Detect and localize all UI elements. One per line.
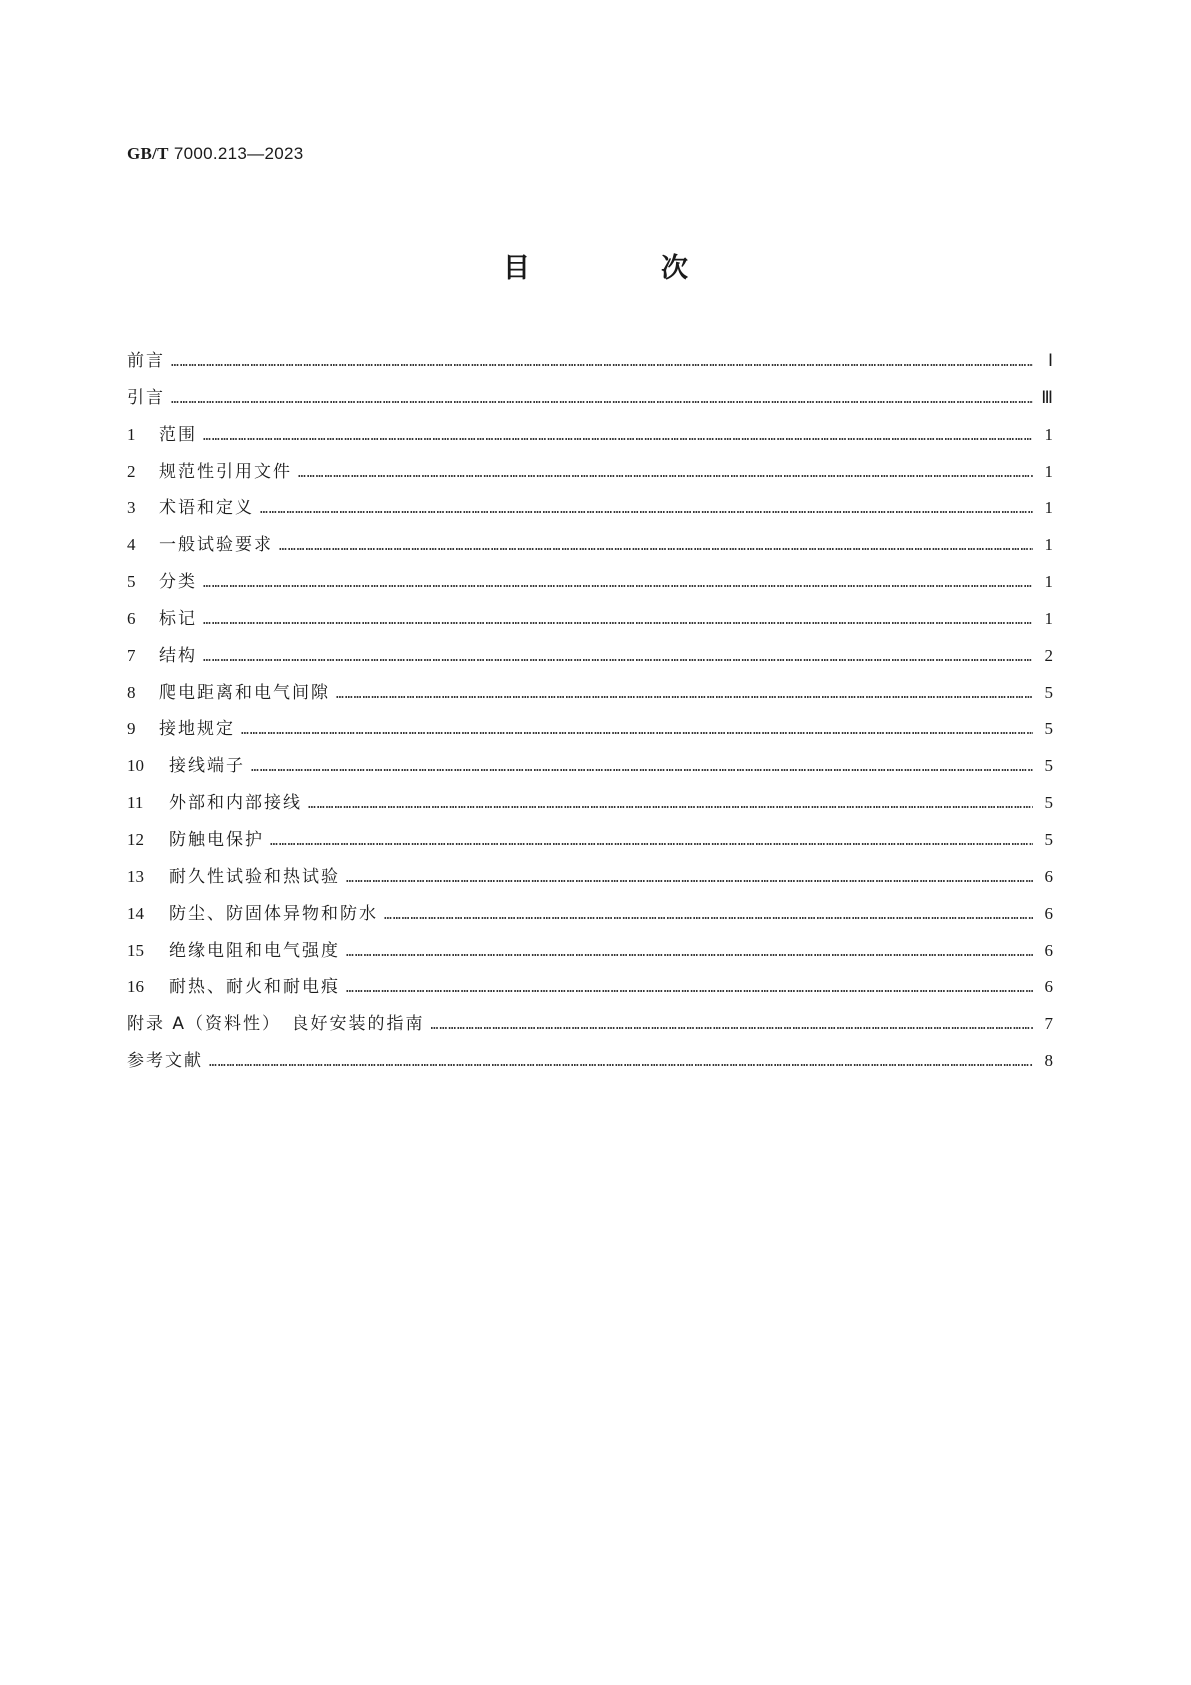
toc-entry[interactable] [127, 933, 1053, 970]
toc-entry-page: 6 [1044, 940, 1053, 960]
toc-leader-dots [203, 566, 1033, 603]
toc-entry[interactable] [127, 601, 1053, 638]
toc-entry-number: 1 [127, 424, 136, 444]
toc-entry[interactable] [127, 380, 1053, 417]
toc-entry-page: 5 [1044, 793, 1053, 813]
toc-entry[interactable] [127, 896, 1053, 933]
toc-leader-dots [384, 898, 1033, 935]
toc-entry[interactable] [127, 969, 1053, 1006]
toc-entry-label: 绝缘电阻和电气强度 [169, 940, 340, 961]
toc-entry-label: 耐热、耐火和耐电痕 [169, 977, 340, 998]
toc-leader-dots [171, 382, 1033, 419]
toc-entry-number: 2 [127, 461, 136, 481]
toc-entry-label: 标记 [159, 608, 197, 629]
toc-entry-page: 1 [1044, 572, 1053, 592]
toc-entry-page: 5 [1044, 756, 1053, 776]
toc-entry-page: 6 [1044, 903, 1053, 923]
toc-leader-dots [270, 824, 1033, 861]
toc-leader-dots [431, 1008, 1033, 1045]
toc-leader-dots [171, 345, 1033, 382]
toc-entry-page: 7 [1044, 1014, 1053, 1034]
toc-entry[interactable] [127, 1043, 1053, 1080]
toc-entry-number: 3 [127, 498, 136, 518]
toc-entry-number: 12 [127, 829, 144, 849]
toc-entry-label: 接线端子 [169, 756, 245, 777]
toc-entry[interactable] [127, 417, 1053, 454]
toc-entry[interactable] [127, 490, 1053, 527]
toc-entry-label: 耐久性试验和热试验 [169, 866, 340, 887]
toc-entry-page: 1 [1044, 424, 1053, 444]
toc-leader-dots [203, 419, 1033, 456]
toc-entry-number: 13 [127, 866, 144, 886]
toc-entry-page: 6 [1044, 866, 1053, 886]
toc-entry[interactable] [127, 675, 1053, 712]
toc-entry[interactable] [127, 343, 1053, 380]
toc-entry-page: 1 [1044, 535, 1053, 555]
toc-leader-dots [209, 1045, 1033, 1082]
toc-entry-page: 1 [1044, 608, 1053, 628]
toc-leader-dots [346, 861, 1033, 898]
toc-entry-number: 16 [127, 977, 144, 997]
toc-entry[interactable] [127, 454, 1053, 491]
toc-entry[interactable] [127, 527, 1053, 564]
toc-entry-label: 防尘、防固体异物和防水 [169, 903, 378, 924]
toc-entry-label: 爬电距离和电气间隙 [159, 682, 330, 703]
toc-entry-number: 11 [127, 793, 144, 813]
toc-entry-number: 14 [127, 903, 144, 923]
toc-entry-number: 4 [127, 535, 136, 555]
toc-entry-number: 7 [127, 645, 136, 665]
toc-entry-page: Ⅲ [1041, 387, 1053, 407]
toc-leader-dots [279, 529, 1033, 566]
toc-entry-label: 防触电保护 [169, 829, 264, 850]
toc-leader-dots [346, 971, 1033, 1008]
toc-entry-number: 5 [127, 572, 136, 592]
toc-entry-label: 引言 [127, 387, 165, 408]
toc-entry-page: 2 [1044, 645, 1053, 665]
toc-leader-dots [203, 640, 1033, 677]
toc-leader-dots [308, 787, 1033, 824]
toc-leader-dots [203, 603, 1033, 640]
toc-entry-label: 分类 [159, 572, 197, 593]
toc-entry-number: 9 [127, 719, 136, 739]
toc-entry[interactable] [127, 785, 1053, 822]
toc-entry[interactable] [127, 1006, 1053, 1043]
toc-entry-number: 8 [127, 682, 136, 702]
toc-entry-number: 10 [127, 756, 144, 776]
toc-entry-label: 术语和定义 [159, 498, 254, 519]
toc-entry-page: 1 [1044, 461, 1053, 481]
toc-entry[interactable] [127, 564, 1053, 601]
toc-entry-page: 5 [1044, 829, 1053, 849]
toc-entry-label: 附录 A（资料性） 良好安装的指南 [127, 1014, 425, 1035]
toc-entry-label: 一般试验要求 [159, 535, 273, 556]
toc-entry-number: 6 [127, 608, 136, 628]
toc-entry[interactable] [127, 748, 1053, 785]
toc-leader-dots [336, 677, 1033, 714]
toc-entry-page: 8 [1044, 1051, 1053, 1071]
page-title: 目 次 [503, 253, 740, 284]
toc-entry-label: 参考文献 [127, 1051, 203, 1072]
toc-entry-label: 前言 [127, 351, 165, 371]
toc-leader-dots [260, 492, 1033, 529]
toc-entry-page: 6 [1044, 977, 1053, 997]
toc-entry-label: 范围 [159, 424, 197, 445]
toc-leader-dots [346, 935, 1033, 972]
standard-code: 7000.213—2023 [173, 144, 304, 163]
toc-leader-dots [241, 713, 1033, 750]
toc-entry-number: 15 [127, 940, 144, 960]
standard-prefix: GB/T [127, 144, 169, 163]
toc-entry[interactable] [127, 822, 1053, 859]
toc-entry-label: 结构 [159, 645, 197, 666]
toc-entry-page: 5 [1044, 682, 1053, 702]
toc-entry-label: 外部和内部接线 [169, 793, 302, 814]
table-of-contents [127, 343, 1053, 1080]
toc-entry-page: Ⅰ [1047, 351, 1053, 370]
toc-leader-dots [251, 750, 1033, 787]
toc-entry-page: 5 [1044, 719, 1053, 739]
standard-number [127, 144, 303, 164]
toc-leader-dots [298, 456, 1033, 493]
toc-entry[interactable] [127, 711, 1053, 748]
toc-entry[interactable] [127, 859, 1053, 896]
toc-entry[interactable] [127, 638, 1053, 675]
toc-entry-label: 接地规定 [159, 719, 235, 740]
toc-entry-page: 1 [1044, 498, 1053, 518]
toc-entry-label: 规范性引用文件 [159, 461, 292, 482]
